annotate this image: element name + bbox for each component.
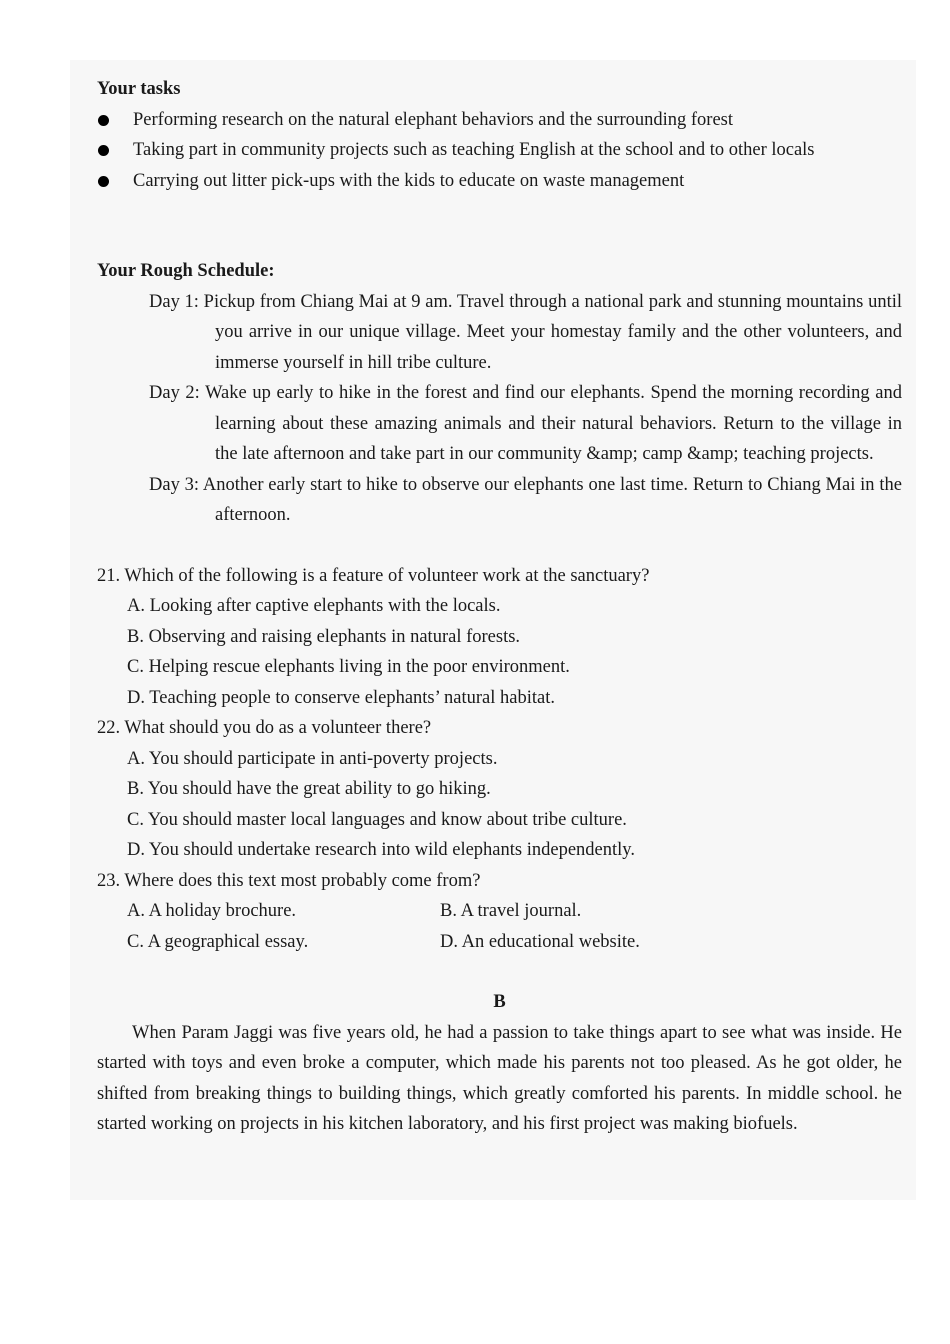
answer-option: B. A travel journal. xyxy=(440,901,582,921)
tasks-heading: Your tasks xyxy=(97,79,181,99)
task-text: Taking part in community projects such as teaching English at the school and to other locals xyxy=(133,140,815,160)
answer-option: D. Teaching people to conserve elephants’ natural habitat. xyxy=(127,687,555,708)
question-stem: 23. Where does this text most probably come from? xyxy=(97,870,481,891)
spacer xyxy=(97,196,902,256)
answer-option: B. Observing and raising elephants in natural forests. xyxy=(127,626,521,647)
question-22 xyxy=(97,713,902,866)
bullet-icon xyxy=(98,115,109,126)
answer-option-row xyxy=(97,927,902,958)
bullet-icon xyxy=(98,145,109,156)
schedule-heading: Your Rough Schedule: xyxy=(97,261,275,281)
answer-option: A. You should participate in anti-poverty projects. xyxy=(127,748,498,769)
schedule-day-2: Day 2: Wake up early to hike in the forest and find our elephants. Spend the morning recording and learning about these amazing animals and their natural behaviors. Return to the village in the late afternoon and take part in our community &amp; camp &amp; teaching projects. xyxy=(149,383,902,464)
schedule-list xyxy=(149,287,902,531)
schedule-day-1: Day 1: Pickup from Chiang Mai at 9 am. Travel through a national park and stunning mountains until you arrive in our unique village. Meet your homestay family and the other volunteers, and immerse yourself in hill tribe culture. xyxy=(149,291,902,373)
question-stem: 21. Which of the following is a feature of volunteer work at the sanctuary? xyxy=(97,565,650,586)
answer-option: A. Looking after captive elephants with the locals. xyxy=(127,596,501,616)
task-item xyxy=(97,166,902,197)
answer-option: C. You should master local languages and know about tribe culture. xyxy=(127,809,627,830)
answer-option: C. A geographical essay. xyxy=(127,931,309,952)
task-text: Performing research on the natural elephant behaviors and the surrounding forest xyxy=(133,109,734,130)
answer-option: C. Helping rescue elephants living in the poor environment. xyxy=(127,657,570,677)
question-stem: 22. What should you do as a volunteer there? xyxy=(97,718,432,738)
answer-option-row xyxy=(97,896,902,927)
schedule-day-3: Day 3: Another early start to hike to observe our elephants one last time. Return to Chiang Mai in the afternoon. xyxy=(149,474,902,525)
section-b-paragraph: When Param Jaggi was five years old, he had a passion to take things apart to see what was inside. He started with toys and even broke a computer, which made his parents not too pleased. As he got older, he shifted from breaking things to building things, which greatly comforted his parents. In middle school. he started working on projects in his kitchen laboratory, and his first project was making biofuels. xyxy=(97,1022,902,1134)
task-item xyxy=(97,105,902,136)
bullet-icon xyxy=(98,176,109,187)
answer-option: A. A holiday brochure. xyxy=(127,901,297,921)
answer-option: B. You should have the great ability to go hiking. xyxy=(127,779,491,799)
answer-option: D. An educational website. xyxy=(440,931,640,952)
task-text: Carrying out litter pick-ups with the kids to educate on waste management xyxy=(133,170,685,191)
section-b-label: B xyxy=(493,992,506,1012)
document-content xyxy=(97,74,902,1140)
spacer xyxy=(97,531,902,561)
task-item xyxy=(97,135,902,166)
tasks-list xyxy=(97,105,902,197)
question-21 xyxy=(97,561,902,714)
question-23 xyxy=(97,866,902,958)
answer-option: D. You should undertake research into wild elephants independently. xyxy=(127,840,635,860)
